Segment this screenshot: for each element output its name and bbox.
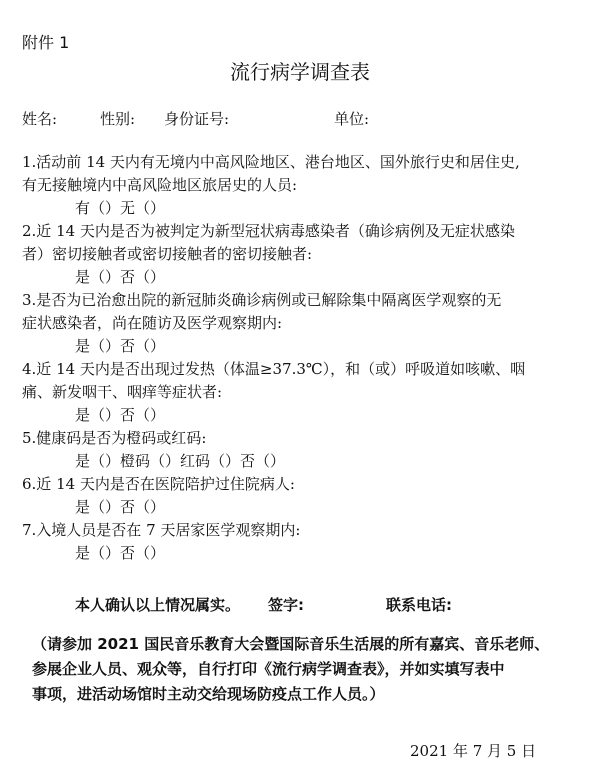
note-line-2: 参展企业人员、观众等，自行打印《流行病学调查表》，并如实填写表中: [32, 660, 505, 678]
phone-label: 联系电话:: [386, 596, 452, 614]
question-5-line-1: 5.健康码是否为橙码或红码:: [22, 429, 207, 447]
signature-label: 签字:: [268, 596, 304, 614]
confirmation-statement: 本人确认以上情况属实。: [75, 596, 241, 614]
unit-field-label: 单位:: [334, 110, 370, 128]
question-6-answer: 是（）否（）: [75, 498, 166, 516]
question-1-answer: 有（）无（）: [75, 199, 166, 217]
question-3-answer: 是（）否（）: [75, 337, 166, 355]
question-7-line-1: 7.入境人员是否在 7 天居家医学观察期内:: [22, 521, 301, 539]
question-2-line-1: 2.近 14 天内是否为被判定为新型冠状病毒感染者（确诊病例及无症状感染: [22, 222, 515, 240]
question-3-line-2: 症状感染者，尚在随访及医学观察期内:: [22, 314, 283, 332]
question-2-line-2: 者）密切接触者或密切接触者的密切接触者:: [22, 245, 313, 263]
id-number-field-label: 身份证号:: [164, 110, 230, 128]
question-1-line-1: 1.活动前 14 天内有无境内中高风险地区、港台地区、国外旅行史和居住史,: [22, 153, 520, 171]
question-6-line-1: 6.近 14 天内是否在医院陪护过住院病人:: [22, 475, 295, 493]
document-date: 2021 年 7 月 5 日: [410, 742, 537, 760]
attachment-label: 附件 1: [22, 33, 70, 52]
question-2-answer: 是（）否（）: [75, 268, 166, 286]
question-4-answer: 是（）否（）: [75, 406, 166, 424]
note-line-1: （请参加 2021 国民音乐教育大会暨国际音乐生活展的所有嘉宾、音乐老师、: [32, 635, 550, 653]
question-3-line-1: 3.是否为已治愈出院的新冠肺炎确诊病例或已解除集中隔离医学观察的无: [22, 291, 502, 309]
page-title: 流行病学调查表: [230, 60, 370, 84]
gender-field-label: 性别:: [100, 110, 136, 128]
note-line-3: 事项，进活动场馆时主动交给现场防疫点工作人员。）: [32, 685, 385, 703]
question-5-answer: 是（）橙码（）红码（）否（）: [75, 452, 286, 470]
question-7-answer: 是（）否（）: [75, 544, 166, 562]
question-4-line-2: 痛、新发咽干、咽痒等症状者:: [22, 383, 223, 401]
question-4-line-1: 4.近 14 天内是否出现过发热（体温≥37.3℃），和（或）呼吸道如咳嗽、咽: [22, 360, 526, 378]
name-field-label: 姓名:: [22, 110, 58, 128]
question-1-line-2: 有无接触境内中高风险地区旅居史的人员:: [22, 176, 298, 194]
